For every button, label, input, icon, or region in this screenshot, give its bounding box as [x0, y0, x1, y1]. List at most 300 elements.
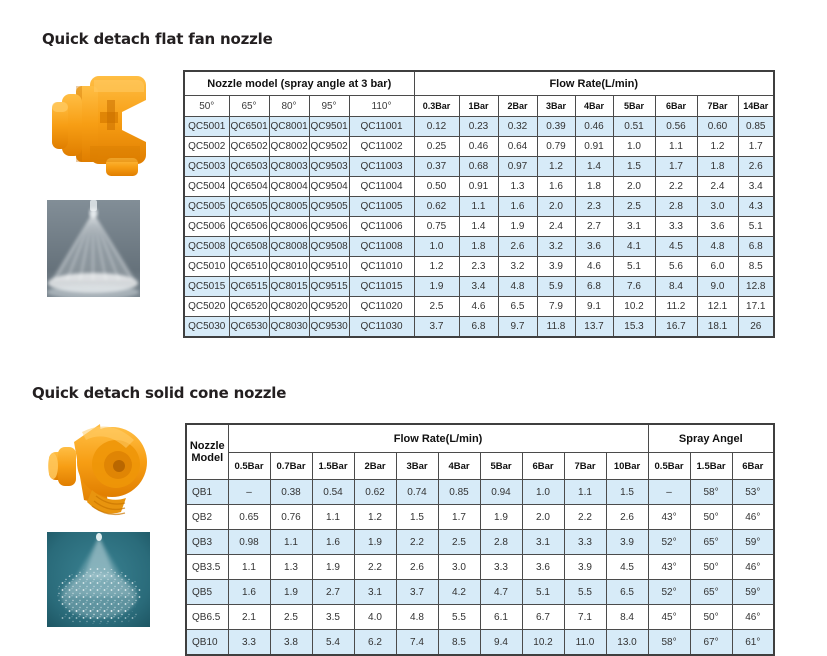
pressure-col-header: 4Bar [575, 96, 613, 117]
flow-cell: 11.8 [537, 317, 575, 338]
flow-cell: 1.1 [459, 197, 498, 217]
flow-cell: 0.76 [270, 505, 312, 530]
spray-angle-col-header: 110° [349, 96, 414, 117]
flow-cell: 1.2 [697, 137, 738, 157]
flow-cell: 12.8 [738, 277, 774, 297]
model-cell: QC5003 [184, 157, 229, 177]
flow-cell: 1.8 [459, 237, 498, 257]
flow-cell: 6.7 [522, 605, 564, 630]
flow-cell: 0.64 [498, 137, 537, 157]
model-cell: QC6504 [229, 177, 269, 197]
model-cell: QC5005 [184, 197, 229, 217]
solid-cone-spray-image [47, 532, 150, 627]
flow-cell: 2.6 [498, 237, 537, 257]
flat-fan-nozzle-image [50, 72, 150, 184]
angle-pressure-col-header: 1.5Bar [690, 453, 732, 480]
flow-cell: 3.2 [537, 237, 575, 257]
table-row [184, 137, 774, 157]
angle-cell: 59° [732, 530, 774, 555]
flow-cell: 2.5 [613, 197, 655, 217]
flow-cell: 1.5 [613, 157, 655, 177]
flow-cell: 0.32 [498, 117, 537, 137]
model-cell: QC9505 [309, 197, 349, 217]
flow-cell: 3.7 [396, 580, 438, 605]
model-cell: QC8020 [269, 297, 309, 317]
flow-cell: 0.37 [414, 157, 459, 177]
flow-cell: 3.1 [354, 580, 396, 605]
model-cell: QC6515 [229, 277, 269, 297]
model-cell: QC8006 [269, 217, 309, 237]
angle-cell: 43° [648, 555, 690, 580]
flow-cell: 1.7 [438, 505, 480, 530]
flow-cell: 9.7 [498, 317, 537, 338]
model-cell: QC6530 [229, 317, 269, 338]
angle-cell: 50° [690, 555, 732, 580]
pressure-col-header: 5Bar [480, 453, 522, 480]
flow-cell: 9.1 [575, 297, 613, 317]
flow-cell: 5.4 [312, 630, 354, 656]
flow-cell: 3.0 [697, 197, 738, 217]
model-cell: QC9510 [309, 257, 349, 277]
pressure-col-header: 6Bar [522, 453, 564, 480]
flow-cell: 12.1 [697, 297, 738, 317]
model-cell: QC5020 [184, 297, 229, 317]
flow-cell: 0.50 [414, 177, 459, 197]
flow-cell: 4.2 [438, 580, 480, 605]
flow-cell: 1.3 [270, 555, 312, 580]
flow-cell: 1.6 [312, 530, 354, 555]
flow-cell: 2.6 [606, 505, 648, 530]
flow-cell: 0.60 [697, 117, 738, 137]
flow-cell: 17.1 [738, 297, 774, 317]
table-row [184, 197, 774, 217]
flow-cell: 1.2 [414, 257, 459, 277]
model-cell: QB2 [186, 505, 228, 530]
flow-cell: 3.0 [438, 555, 480, 580]
flow-cell: 4.8 [396, 605, 438, 630]
table-row [186, 505, 774, 530]
flow-cell: 6.0 [697, 257, 738, 277]
flow-cell: 1.1 [655, 137, 697, 157]
flow-cell: 6.1 [480, 605, 522, 630]
flow-cell: 3.5 [312, 605, 354, 630]
flow-cell: 0.68 [459, 157, 498, 177]
flow-cell: 0.25 [414, 137, 459, 157]
model-cell: QC11020 [349, 297, 414, 317]
model-cell: QB1 [186, 480, 228, 505]
model-cell: QC9506 [309, 217, 349, 237]
angle-cell: 52° [648, 530, 690, 555]
solid-cone-section-title: Quick detach solid cone nozzle [32, 384, 287, 402]
flow-cell: 0.62 [414, 197, 459, 217]
flow-cell: 3.3 [480, 555, 522, 580]
pressure-col-header: 7Bar [697, 96, 738, 117]
flow-cell: 7.4 [396, 630, 438, 656]
model-cell: QC9501 [309, 117, 349, 137]
flow-cell: 1.5 [396, 505, 438, 530]
model-cell: QC11006 [349, 217, 414, 237]
table-row [186, 530, 774, 555]
flow-cell: – [228, 480, 270, 505]
flow-cell: 8.4 [655, 277, 697, 297]
pressure-col-header: 1Bar [459, 96, 498, 117]
table-row [184, 237, 774, 257]
flow-cell: 2.5 [270, 605, 312, 630]
model-cell: QC11003 [349, 157, 414, 177]
flow-cell: 1.7 [655, 157, 697, 177]
pressure-col-header: 3Bar [396, 453, 438, 480]
angle-cell: 46° [732, 605, 774, 630]
model-cell: QC11001 [349, 117, 414, 137]
flow-cell: 26 [738, 317, 774, 338]
pressure-col-header: 6Bar [655, 96, 697, 117]
flow-cell: 2.7 [575, 217, 613, 237]
model-cell: QC8003 [269, 157, 309, 177]
flow-cell: 7.6 [613, 277, 655, 297]
flow-cell: 6.2 [354, 630, 396, 656]
flow-cell: 1.2 [537, 157, 575, 177]
model-cell: QC6501 [229, 117, 269, 137]
flow-cell: 2.2 [354, 555, 396, 580]
flow-cell: 0.62 [354, 480, 396, 505]
flow-cell: 4.8 [697, 237, 738, 257]
flow-cell: 1.0 [414, 237, 459, 257]
flow-cell: 2.6 [396, 555, 438, 580]
flow-cell: 4.6 [575, 257, 613, 277]
flow-cell: 0.79 [537, 137, 575, 157]
flat-fan-table [183, 70, 775, 338]
flow-cell: 0.91 [459, 177, 498, 197]
angle-cell: 52° [648, 580, 690, 605]
flow-cell: 11.2 [655, 297, 697, 317]
angle-cell: 61° [732, 630, 774, 656]
flow-rate-group-header: Flow Rate(L/min) [414, 71, 774, 96]
flow-cell: 4.5 [606, 555, 648, 580]
flow-cell: 3.1 [613, 217, 655, 237]
flow-cell: 3.9 [606, 530, 648, 555]
angle-cell: 58° [690, 480, 732, 505]
pressure-col-header: 14Bar [738, 96, 774, 117]
flow-cell: 0.91 [575, 137, 613, 157]
model-cell: QC8030 [269, 317, 309, 338]
flow-cell: 0.74 [396, 480, 438, 505]
pressure-col-header: 0.7Bar [270, 453, 312, 480]
flow-cell: 6.8 [459, 317, 498, 338]
table-row [184, 257, 774, 277]
flow-cell: 0.51 [613, 117, 655, 137]
model-cell: QC6508 [229, 237, 269, 257]
flow-cell: 0.39 [537, 117, 575, 137]
model-cell: QC5008 [184, 237, 229, 257]
flow-cell: 2.4 [537, 217, 575, 237]
flow-cell: 2.2 [655, 177, 697, 197]
angle-cell: – [648, 480, 690, 505]
flow-cell: 1.0 [522, 480, 564, 505]
solid-cone-spray-photo [47, 532, 150, 627]
flow-cell: 2.0 [613, 177, 655, 197]
flat-fan-spray-photo [47, 200, 140, 297]
flow-cell: 2.0 [522, 505, 564, 530]
model-cell: QC9502 [309, 137, 349, 157]
flow-cell: 5.5 [564, 580, 606, 605]
flat-fan-group-header-row [184, 71, 774, 96]
flow-cell: 3.3 [564, 530, 606, 555]
flow-cell: 13.0 [606, 630, 648, 656]
model-cell: QC6506 [229, 217, 269, 237]
flow-cell: 2.5 [414, 297, 459, 317]
nozzle-model-group-header: Nozzle model (spray angle at 3 bar) [184, 71, 414, 96]
pressure-col-header: 3Bar [537, 96, 575, 117]
flow-cell: 6.8 [575, 277, 613, 297]
angle-cell: 45° [648, 605, 690, 630]
model-cell: QC6505 [229, 197, 269, 217]
angle-cell: 46° [732, 505, 774, 530]
model-cell: QC11010 [349, 257, 414, 277]
model-cell: QB3.5 [186, 555, 228, 580]
angle-cell: 59° [732, 580, 774, 605]
flow-cell: 4.1 [613, 237, 655, 257]
table-row [184, 177, 774, 197]
angle-cell: 67° [690, 630, 732, 656]
flow-cell: 3.2 [498, 257, 537, 277]
flow-cell: 1.4 [459, 217, 498, 237]
pressure-col-header: 1.5Bar [312, 453, 354, 480]
angle-pressure-col-header: 0.5Bar [648, 453, 690, 480]
pressure-col-header: 2Bar [498, 96, 537, 117]
flow-cell: 0.85 [438, 480, 480, 505]
model-cell: QC9515 [309, 277, 349, 297]
flow-cell: 8.5 [738, 257, 774, 277]
flow-cell: 1.5 [606, 480, 648, 505]
flow-cell: 8.4 [606, 605, 648, 630]
flow-cell: 0.75 [414, 217, 459, 237]
flow-cell: 1.9 [498, 217, 537, 237]
flow-cell: 1.3 [498, 177, 537, 197]
flow-cell: 5.1 [522, 580, 564, 605]
flow-cell: 18.1 [697, 317, 738, 338]
flow-cell: 3.9 [537, 257, 575, 277]
model-cell: QC9508 [309, 237, 349, 257]
pressure-col-header: 4Bar [438, 453, 480, 480]
nozzle-model-header: Nozzle Model [186, 424, 228, 480]
flow-cell: 0.98 [228, 530, 270, 555]
flow-cell: 4.3 [738, 197, 774, 217]
flat-fan-section-title: Quick detach flat fan nozzle [42, 30, 273, 48]
model-cell: QC8004 [269, 177, 309, 197]
flow-cell: 0.56 [655, 117, 697, 137]
flow-cell: 1.9 [480, 505, 522, 530]
spray-angle-col-header: 80° [269, 96, 309, 117]
flow-cell: 2.5 [438, 530, 480, 555]
flow-cell: 5.9 [537, 277, 575, 297]
solid-cone-nozzle-photo [48, 418, 148, 519]
model-cell: QC8005 [269, 197, 309, 217]
flow-cell: 1.9 [354, 530, 396, 555]
table-row [186, 630, 774, 656]
flow-cell: 9.0 [697, 277, 738, 297]
flow-cell: 2.3 [575, 197, 613, 217]
model-cell: QB10 [186, 630, 228, 656]
table-row [186, 480, 774, 505]
model-cell: QC8008 [269, 237, 309, 257]
flow-cell: 3.8 [270, 630, 312, 656]
flow-cell: 1.8 [575, 177, 613, 197]
flow-cell: 2.8 [480, 530, 522, 555]
model-cell: QC5010 [184, 257, 229, 277]
flow-cell: 3.3 [228, 630, 270, 656]
flow-cell: 5.1 [613, 257, 655, 277]
model-cell: QC11002 [349, 137, 414, 157]
model-cell: QC6502 [229, 137, 269, 157]
model-cell: QC9504 [309, 177, 349, 197]
flow-cell: 2.6 [738, 157, 774, 177]
flow-cell: 0.85 [738, 117, 774, 137]
solid-cone-nozzle-image [48, 418, 148, 519]
pressure-col-header: 2Bar [354, 453, 396, 480]
flow-cell: 5.5 [438, 605, 480, 630]
flow-cell: 7.9 [537, 297, 575, 317]
model-cell: QC5004 [184, 177, 229, 197]
flow-cell: 1.8 [697, 157, 738, 177]
pressure-col-header: 0.5Bar [228, 453, 270, 480]
model-cell: QC5006 [184, 217, 229, 237]
flow-cell: 2.7 [312, 580, 354, 605]
flow-cell: 3.6 [522, 555, 564, 580]
flow-cell: 1.1 [228, 555, 270, 580]
flow-cell: 1.6 [498, 197, 537, 217]
solid-cone-table [185, 423, 775, 656]
flow-cell: 9.4 [480, 630, 522, 656]
flow-cell: 1.0 [613, 137, 655, 157]
angle-cell: 53° [732, 480, 774, 505]
model-cell: QC9520 [309, 297, 349, 317]
flow-cell: 6.5 [498, 297, 537, 317]
angle-cell: 58° [648, 630, 690, 656]
model-cell: QC11008 [349, 237, 414, 257]
flow-cell: 2.4 [697, 177, 738, 197]
flow-cell: 2.2 [564, 505, 606, 530]
flow-cell: 2.0 [537, 197, 575, 217]
model-cell: QC9503 [309, 157, 349, 177]
flow-cell: 1.1 [312, 505, 354, 530]
flow-cell: 0.94 [480, 480, 522, 505]
flow-cell: 2.8 [655, 197, 697, 217]
solid-cone-group-header-row [186, 424, 774, 453]
flow-cell: 13.7 [575, 317, 613, 338]
spray-angle-col-header: 95° [309, 96, 349, 117]
flow-cell: 2.2 [396, 530, 438, 555]
spray-angle-col-header: 65° [229, 96, 269, 117]
model-cell: QC9530 [309, 317, 349, 338]
flow-cell: 4.6 [459, 297, 498, 317]
angle-cell: 65° [690, 530, 732, 555]
flow-cell: 3.4 [738, 177, 774, 197]
model-cell: QB6.5 [186, 605, 228, 630]
angle-cell: 50° [690, 505, 732, 530]
flow-cell: 10.2 [522, 630, 564, 656]
flow-cell: 1.9 [270, 580, 312, 605]
flat-fan-subheader-row [184, 96, 774, 117]
flow-cell: 1.7 [738, 137, 774, 157]
model-cell: QC11015 [349, 277, 414, 297]
angle-cell: 46° [732, 555, 774, 580]
flow-cell: 16.7 [655, 317, 697, 338]
angle-cell: 50° [690, 605, 732, 630]
model-cell: QC8010 [269, 257, 309, 277]
table-row [184, 157, 774, 177]
table-row [184, 317, 774, 338]
flow-cell: 1.6 [228, 580, 270, 605]
flow-cell: 0.46 [459, 137, 498, 157]
flow-cell: 6.5 [606, 580, 648, 605]
model-cell: QC5015 [184, 277, 229, 297]
flow-cell: 0.97 [498, 157, 537, 177]
solid-cone-subheader-row [186, 453, 774, 480]
flow-cell: 3.1 [522, 530, 564, 555]
spray-angle-col-header: 50° [184, 96, 229, 117]
flow-cell: 3.7 [414, 317, 459, 338]
flow-cell: 10.2 [613, 297, 655, 317]
flow-cell: 3.6 [697, 217, 738, 237]
table-row [186, 555, 774, 580]
model-cell: QC11030 [349, 317, 414, 338]
flow-cell: 8.5 [438, 630, 480, 656]
model-cell: QC6503 [229, 157, 269, 177]
table-row [184, 297, 774, 317]
spray-angle-group-header: Spray Angel [648, 424, 774, 453]
flow-cell: 3.3 [655, 217, 697, 237]
flow-cell: 3.9 [564, 555, 606, 580]
flow-cell: 5.1 [738, 217, 774, 237]
model-cell: QC5001 [184, 117, 229, 137]
flow-cell: 1.2 [354, 505, 396, 530]
model-cell: QC11005 [349, 197, 414, 217]
model-cell: QC8001 [269, 117, 309, 137]
model-cell: QC5030 [184, 317, 229, 338]
flow-cell: 1.4 [575, 157, 613, 177]
table-row [186, 580, 774, 605]
flow-cell: 4.0 [354, 605, 396, 630]
flow-cell: 0.12 [414, 117, 459, 137]
flow-cell: 0.65 [228, 505, 270, 530]
flow-cell: 1.9 [312, 555, 354, 580]
flow-cell: 15.3 [613, 317, 655, 338]
flow-cell: 4.8 [498, 277, 537, 297]
model-cell: QB5 [186, 580, 228, 605]
flow-cell: 0.23 [459, 117, 498, 137]
flow-cell: 0.38 [270, 480, 312, 505]
flow-cell: 1.9 [414, 277, 459, 297]
model-cell: QC6520 [229, 297, 269, 317]
angle-cell: 43° [648, 505, 690, 530]
model-cell: QC6510 [229, 257, 269, 277]
flow-cell: 1.1 [270, 530, 312, 555]
flow-cell: 0.46 [575, 117, 613, 137]
flow-cell: 3.4 [459, 277, 498, 297]
flow-cell: 2.3 [459, 257, 498, 277]
flow-cell: 1.1 [564, 480, 606, 505]
table-row [184, 217, 774, 237]
angle-pressure-col-header: 6Bar [732, 453, 774, 480]
model-cell: QC11004 [349, 177, 414, 197]
angle-cell: 65° [690, 580, 732, 605]
flat-fan-nozzle-photo [50, 72, 150, 184]
flow-cell: 11.0 [564, 630, 606, 656]
flow-cell: 7.1 [564, 605, 606, 630]
flow-cell: 1.6 [537, 177, 575, 197]
table-row [184, 117, 774, 137]
table-row [184, 277, 774, 297]
